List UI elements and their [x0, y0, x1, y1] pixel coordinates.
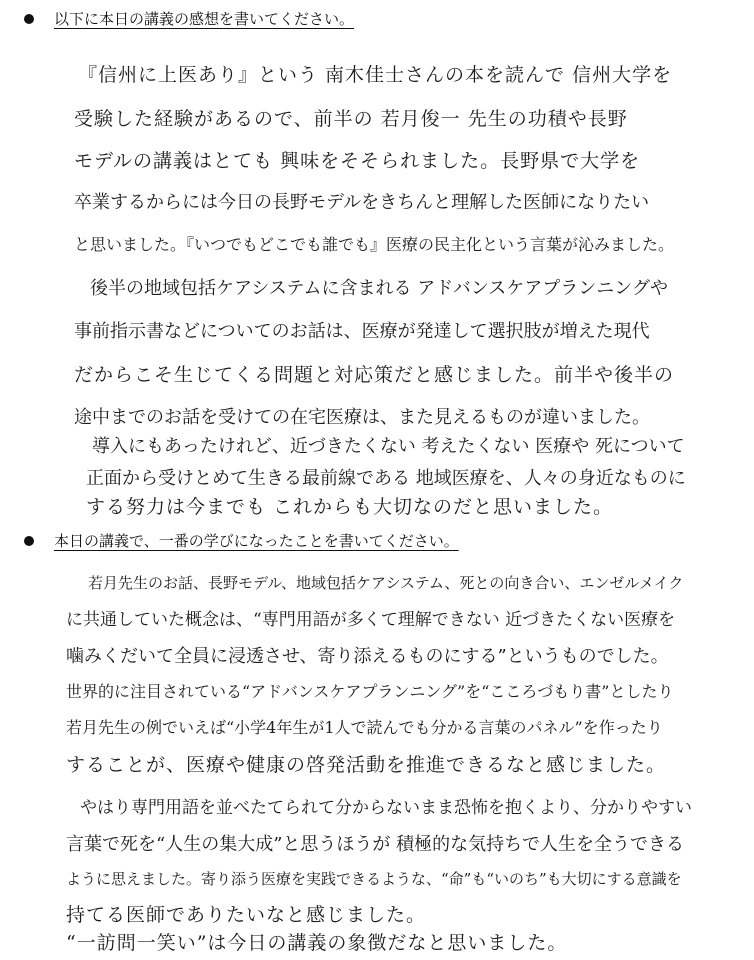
answer-1-line-11: 正面から受けとめて生きる最前線である 地域医療を、人々の身近なものに — [86, 468, 686, 489]
answer-1-line-8: だからこそ生じてくる問題と対応策だと感じました。前半や後半の — [74, 364, 675, 386]
question-1-text: 以下に本日の講義の感想を書いてください。 — [54, 10, 355, 28]
answer-2-line-2: に共通していた概念は、“専門用語が多くて理解できない 近づきたくない医療を — [66, 610, 676, 630]
answer-1-line-5: と思いました。『いつでもどこでも誰でも』医療の民主化という言葉が沁みました。 — [74, 235, 675, 254]
answer-2-line-3: 噛みくだいて全員に浸透させ、寄り添えるものにする”というものでした。 — [66, 646, 669, 667]
bullet-icon — [24, 536, 34, 546]
answer-1-line-12: する努力は今までも これからも大切なのだと思いました。 — [86, 496, 614, 518]
answer-1-line-6: 後半の地域包括ケアシステムに含まれる アドバンスケアプランニングや — [90, 278, 668, 299]
question-2 — [24, 530, 459, 551]
answer-2-line-1: 若月先生のお話、長野モデル、地域包括ケアシステム、死との向き合い、エンゼルメイク — [88, 574, 684, 592]
answer-1-line-2: 受験した経験があるので、前半の 若月俊一 先生の功積や長野 — [74, 108, 628, 130]
bullet-icon — [24, 14, 34, 24]
answer-2-line-11: “一訪問一笑い”は今日の講義の象徴だなと思いました。 — [66, 932, 568, 954]
answer-2-line-10: 持てる医師でありたいなと感じました。 — [66, 904, 427, 926]
answer-2-line-9: ように思えました。寄り添う医療を実践できるような、“命”も“いのち”も大切にする意識を — [66, 870, 682, 888]
answer-1-line-3: モデルの講義はとても 興味をそそられました。長野県で大学を — [74, 150, 641, 172]
answer-2-line-4: 世界的に注目されている“アドバンスケアプランニング”を“こころづもり書”としたり — [66, 682, 674, 701]
answer-2-line-7: やはり専門用語を並べたてられて分からないまま恐怖を抱くより、分かりやすい — [80, 798, 692, 818]
answer-1-line-10: 導入にもあったけれど、近づきたくない 考えたくない 医療や 死について — [92, 436, 685, 457]
answer-1-line-1: 『信州に上医あり』という 南木佳士さんの本を読んで 信州大学を — [78, 64, 673, 86]
answer-1-line-9: 途中までのお話を受けての在宅医療は、また見えるものが違いました。 — [74, 407, 650, 428]
question-1 — [24, 8, 354, 29]
answer-2-line-5: 若月先生の例でいえば“小学4年生が1人で読んでも分かる言葉のパネル”を作ったり — [66, 718, 663, 737]
answer-1-line-7: 事前指示書などについてのお話は、医療が発達して選択肢が増えた現代 — [74, 321, 650, 342]
question-2-text: 本日の講義で、一番の学びになったことを書いてください。 — [54, 532, 459, 550]
answer-2-line-6: することが、医療や健康の啓発活動を推進できるなと感じました。 — [66, 754, 667, 776]
answer-2-line-8: 言葉で死を“人生の集大成”と思うほうが 積極的な気持ちで人生を全うできる — [66, 834, 684, 855]
answer-1-line-4: 卒業するからには今日の長野モデルをきちんと理解した医師になりたい — [74, 192, 650, 213]
